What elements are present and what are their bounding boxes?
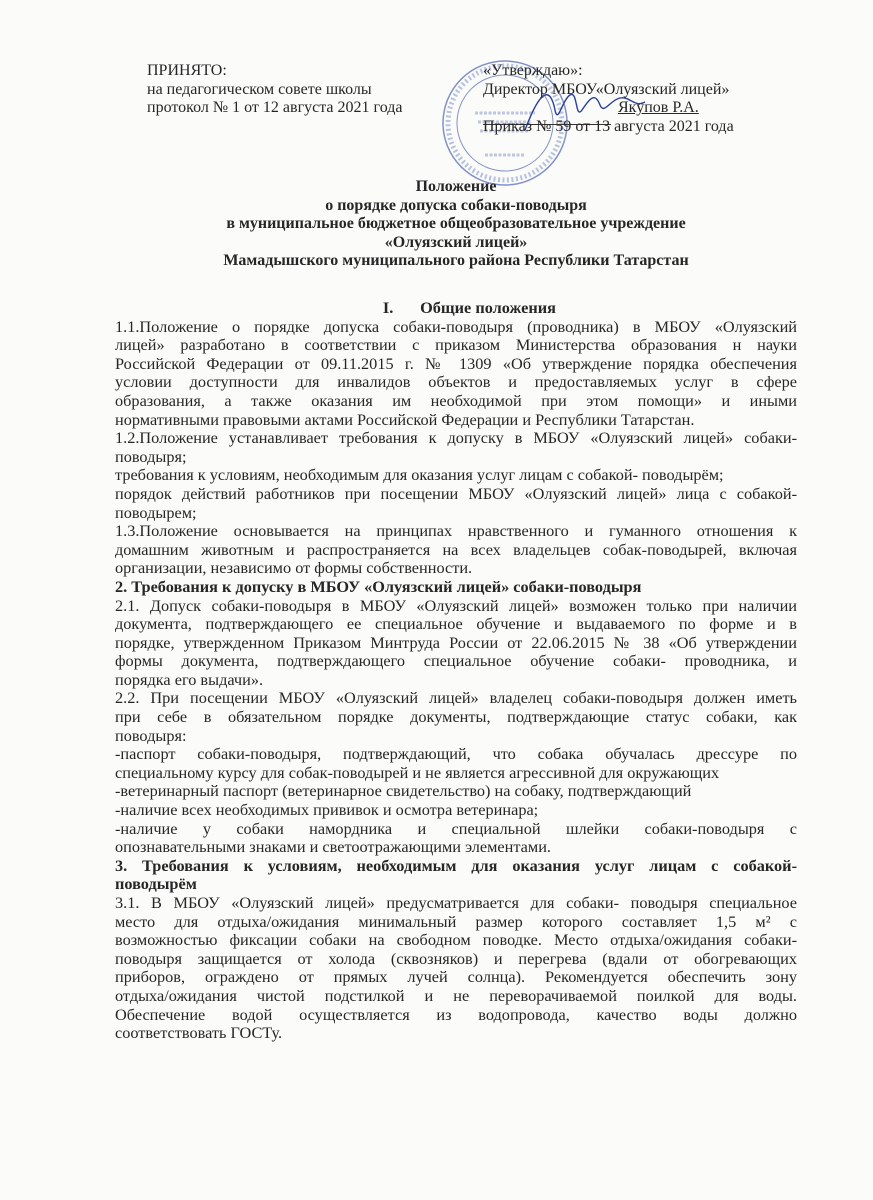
document-title <box>115 178 797 271</box>
text-line: 2.2. При посещении МБОУ «Олуязский лицей» владелец собаки-поводыря должен иметь <box>115 689 797 708</box>
title-line: о порядке допуска собаки-поводыря <box>325 196 587 214</box>
paragraph <box>115 318 797 430</box>
accepted-council: на педагогическом совете школы <box>147 80 372 98</box>
text-line: поводырём <box>115 875 197 894</box>
title-line: «Олуязский лицей» <box>384 233 528 251</box>
title-line: Положение <box>415 178 497 195</box>
approval-block <box>483 62 734 136</box>
paragraph <box>115 801 797 820</box>
text-line: поводыря защищается от холода (сквозняков) и перегрева (вдали от обогревающих <box>115 949 797 968</box>
director-position: Директор МБОУ«Олуязский лицей» <box>483 80 730 98</box>
text-line: формы документа, подтверждающего специальное обучение собаки- проводника, и <box>115 652 797 671</box>
section-number: I. <box>382 299 394 317</box>
text-line: 3.1. В МБОУ «Олуязский лицей» предусматривается для собаки- поводыря специальное <box>115 894 797 912</box>
text-line: поводыря: <box>115 726 187 745</box>
order-number: Приказ № 59 от 13 августа 2021 года <box>483 117 734 135</box>
title-line: в муниципальное бюджетное общеобразовательное учреждение <box>226 215 686 233</box>
director-name: Якупов Р.А. <box>618 99 699 117</box>
text-line: требования к условиям, необходимым для оказания услуг лицам с собакой- поводырём; <box>115 466 724 485</box>
text-line: место для отдыха/ожидания минимальный размер которого составляет 1,5 м² с <box>115 912 797 931</box>
text-line: 2. Требования к допуску в МБОУ «Олуязский лицей» собаки-поводыря <box>115 577 642 596</box>
text-line: организации, независимо от формы собственности. <box>115 559 473 578</box>
text-line: возможностью фиксации собаки на свободном поводке. Место отдыха/ожидания собаки- <box>115 931 797 950</box>
text-line: поводыря; <box>115 447 187 466</box>
paragraph <box>115 597 797 690</box>
text-line: условии доступности для инвалидов объектов и предоставляемых услуг в сфере <box>115 373 797 392</box>
paragraph <box>115 894 797 1043</box>
text-line: при себе в обязательном порядке документы, подтверждающие статус собаки, как <box>115 708 797 727</box>
text-line: Российской Федерации от 09.11.2015 г. № 1309 «Об утверждение порядка обеспечения <box>115 354 797 373</box>
text-line: 1.3.Положение основывается на принципах нравственного и гуманного отношения к <box>115 522 797 541</box>
section-heading <box>115 857 797 894</box>
paragraph <box>115 466 797 485</box>
section-heading <box>115 578 797 597</box>
text-line: Обеспечение водой осуществляется из водопровода, качество воды должно <box>115 1005 797 1024</box>
text-line: -ветеринарный паспорт (ветеринарное свидетельство) на собаку, подтверждающий <box>115 782 692 801</box>
accepted-label: ПРИНЯТО: <box>147 62 227 79</box>
paragraph <box>115 782 797 801</box>
text-line: -наличие у собаки намордника и специальной шлейки собаки-поводыря с <box>115 819 797 838</box>
text-line: специальному курсу для собак-поводырей и не является агрессивной для окружающих <box>115 763 720 782</box>
text-line: лицей» разработано в соответствии с приказом Министерства образования н науки <box>115 336 797 355</box>
text-line: домашним животным и распространяется на всех владельцев собак-поводырей, включая <box>115 540 797 559</box>
text-line: приборов, ограждено от прямых лучей солнца). Рекомендуется обеспечить зону <box>115 968 797 987</box>
approve-label: «Утверждаю»: <box>483 62 583 79</box>
text-line: 1.2.Положение устанавливает требования к допуску в МБОУ «Олуязский лицей» собаки- <box>115 429 797 448</box>
text-line: 1.1.Положение о порядке допуска собаки-поводыря (проводника) в МБОУ «Олуязский <box>115 317 797 336</box>
paragraph <box>115 820 797 857</box>
paragraph <box>115 522 797 578</box>
text-line: соответствовать ГОСТу. <box>115 1024 283 1043</box>
paragraph <box>115 689 797 745</box>
text-line: порядка его выдачи». <box>115 670 264 689</box>
text-line: опознавательными знаками и светоотражающими элементами. <box>115 838 551 857</box>
text-line: нормативными правовыми актами Российской Федерации и Республики Татарстан. <box>115 410 695 429</box>
accepted-protocol: протокол № 1 от 12 августа 2021 года <box>147 99 403 117</box>
section-title: Общие положения <box>420 299 556 317</box>
text-line: -наличие всех необходимых прививок и осмотра ветеринара; <box>115 801 539 820</box>
title-line: Мамадышского муниципального района Республики Татарстан <box>223 252 689 270</box>
text-line: 2.1. Допуск собаки-поводыря в МБОУ «Олуязский лицей» возможен только при наличии <box>115 596 797 615</box>
paragraph <box>115 429 797 466</box>
text-line: поводырем; <box>115 503 197 522</box>
section-1-heading <box>115 299 797 318</box>
accepted-block <box>147 62 402 118</box>
text-line: 3. Требования к условиям, необходимым для оказания услуг лицам с собакой- <box>115 856 797 875</box>
paragraph <box>115 745 797 782</box>
text-line: документа, подтверждающего ее специальное обучение и выдаваемого по форме и в <box>115 615 797 634</box>
text-line: образования, а также оказания им необходимой при этом помощи» и иными <box>115 391 797 410</box>
document-body <box>115 299 797 1043</box>
text-line: порядке, утвержденном Приказом Минтруда России от 22.06.2015 № 38 «Об утверждении <box>115 633 797 652</box>
text-line: порядок действий работников при посещении МБОУ «Олуязский лицей» лица с собакой- <box>115 484 797 503</box>
text-line: -паспорт собаки-поводыря, подтверждающий, что собака обучалась дрессуре по <box>115 745 797 764</box>
text-line: отдыха/ожидания чистой подстилкой и не переворачиваемой поилкой для воды. <box>115 986 797 1005</box>
paragraph <box>115 485 797 522</box>
